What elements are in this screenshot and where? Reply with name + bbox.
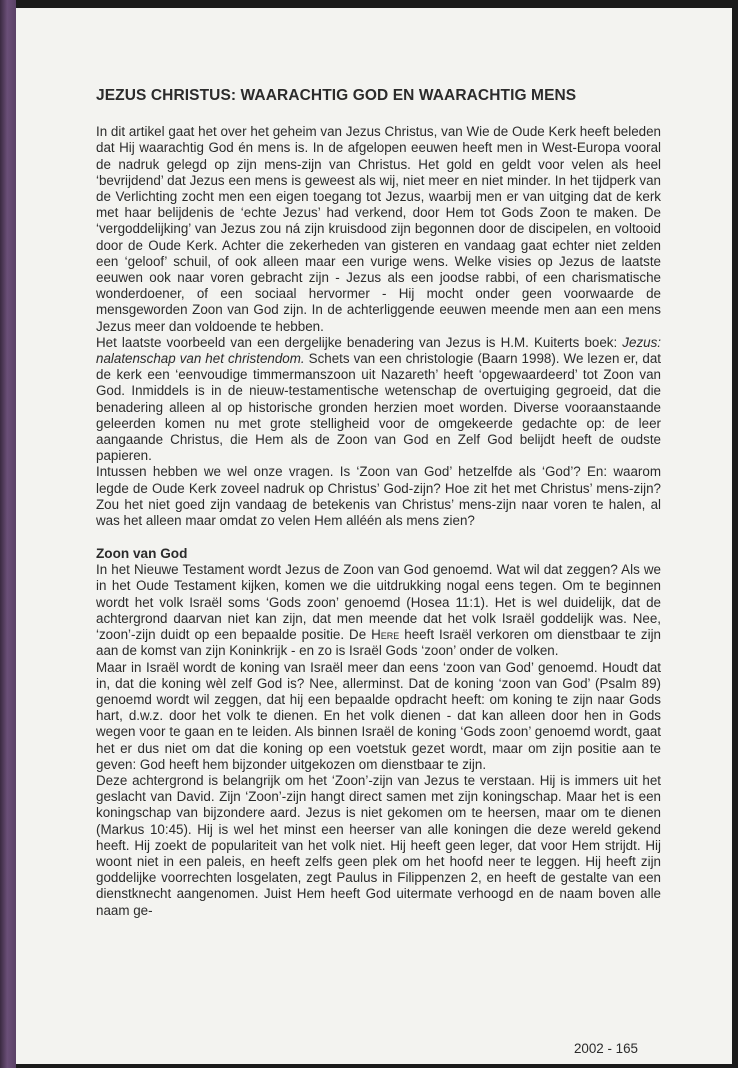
document-page bbox=[16, 8, 732, 1064]
page-number: 2002 - 165 bbox=[573, 1041, 638, 1056]
book-spine bbox=[0, 0, 16, 1068]
intro-paragraph-2-lead: Het laatste voorbeeld van een dergelijke benadering van Jezus is H.M. Kuiterts boek: bbox=[96, 334, 623, 350]
text-column bbox=[96, 88, 661, 919]
section-paragraph-1-rest: heeft Israël verkoren om dienstbaar te zijn aan de komst van zijn Koninkrijk - en zo is Israël Gods ‘zoon’ onder de volken. bbox=[96, 627, 661, 659]
section-paragraph-2: Maar in Israël wordt de koning van Israël meer dan eens ‘zoon van God’ genoemd. Houdt dat in, dat die koning wèl zelf God is? Nee, allerminst. Dat de koning ‘zoon van God’ (Psalm 89) genoemd wordt wil zeggen, dat hij een bepaalde opdracht heeft: om koning te zijn naar Gods hart, d.w.z. door het volk te dienen. En het volk dienen - dat kan alleen door hen in Gods wegen voor te gaan en te leiden. Als binnen Israël de koning ‘Gods zoon’ genoemd wordt, gaat het er dus niet om dat die koning op een voetstuk gezet wordt, maar om zijn positie aan te geven: God heeft hem bijzonder uitgekozen om dienstbaar te zijn. bbox=[96, 659, 661, 772]
here-small-caps: Here bbox=[371, 627, 400, 643]
section-paragraph-1-lead: In het Nieuwe Testament wordt Jezus de Zoon van God genoemd. Wat wil dat zeggen? Als we in het Oude Testament kijken, komen we die uitdrukking nogal eens tegen. Om te beginnen wordt het volk Israël soms ‘Gods zoon’ genoemd (Hosea 11:1). Het is wel duidelijk, dat de achtergrond daarvan niet kan zijn, dat men meende dat het volk Israël goddelijk was. Nee, ‘zoon’-zijn duidt op een bepaalde positie. De bbox=[96, 562, 661, 643]
section-paragraph-1 bbox=[96, 562, 661, 659]
article-title: JEZUS CHRISTUS: WAARACHTIG GOD EN WAARACHTIG MENS bbox=[96, 87, 577, 104]
intro-paragraph-2-rest: Schets van een christologie (Baarn 1998). We lezen er, dat de kerk een ‘eenvoudige timmermanszoon uit Nazareth’ heeft ‘opgewaardeerd’ tot Zoon van God. Inmiddels is in de nieuw-testamentische wetenschap de overtuiging gegroeid, dat die benadering alleen al op historische gronden herzien moet worden. Diverse vooraanstaande geleerden komen nu met grote stelligheid voor de omgekeerde gedachte op: de leer aangaande Christus, die Hem als de Zoon van God en Zelf God belijdt heeft de oudste papieren. bbox=[96, 351, 661, 464]
section-paragraph-3: Deze achtergrond is belangrijk om het ‘Zoon’-zijn van Jezus te verstaan. Hij is immers uit het geslacht van David. Zijn ‘Zoon’-zijn hangt direct samen met zijn koningschap. Maar het is een koningschap van bijzondere aard. Jezus is niet gekomen om te heersen, maar om te dienen (Markus 10:45). Hij is wel het minst een heerser van alle koningen die deze wereld gekend heeft. Hij zoekt de populariteit van het volk niet. Hij heeft geen leger, dat voor Hem strijdt. Hij woont niet in een paleis, en heeft zelfs geen plek om het hoofd neer te leggen. Hij heeft zijn goddelijke voorrechten losgelaten, zegt Paulus in Filippenzen 2, en heeft de gestalte van een dienstknecht aangenomen. Juist Hem heeft God uitermate verhoogd en de naam boven alle naam ge- bbox=[96, 772, 661, 918]
intro-paragraph-2 bbox=[96, 335, 661, 465]
intro-paragraph-1: In dit artikel gaat het over het geheim van Jezus Christus, van Wie de Oude Kerk heeft beleden dat Hij waarachtig God én mens is. In de afgelopen eeuwen heeft men in West-Europa vooral de nadruk gelegd op zijn mens-zijn van Christus. Het gold en geldt voor velen als heel ‘bevrijdend’ dat Jezus een mens is geweest als wij, niet meer en niet minder. In het tijdperk van de Verlichting zocht men een eigen toegang tot Jezus, waarbij men er van uitging dat de kerk met haar belijdenis de ‘echte Jezus’ had verkend, door Hem tot Gods Zoon te maken. De ‘vergoddelijking’ van Jezus zou ná zijn kruisdood zijn begonnen door de discipelen, en voltooid door de Oude Kerk. Achter die zekerheden van gisteren en vandaag gaat echter niet zelden een ‘geloof’ schuil, of ook alleen maar een vurige wens. Welke visies op Jezus de laatste eeuwen ook naar voren gebracht zijn - Jezus als een joodse rabbi, of een charismatische wonderdoener, of een sociaal hervormer - Hij mocht onder geen voorwaarde de mensgeworden Zoon van God zijn. In de achterliggende eeuwen meende men aan een mens Jezus meer dan voldoende te hebben. bbox=[96, 124, 661, 334]
book-title: Jezus: nalatenschap van het christendom. bbox=[96, 334, 661, 367]
section-heading: Zoon van God bbox=[96, 546, 188, 562]
intro-paragraph-3: Intussen hebben we wel onze vragen. Is ‘Zoon van God’ hetzelfde als ‘God’? En: waarom legde de Oude Kerk zoveel nadruk op Christus’ God-zijn? Hoe zit het met Christus’ mens-zijn? Zou het niet goed zijn vandaag de betekenis van Christus’ mens-zijn naar voren te halen, al was het alleen maar omdat zo velen Hem alléén als mens zien? bbox=[96, 464, 661, 529]
